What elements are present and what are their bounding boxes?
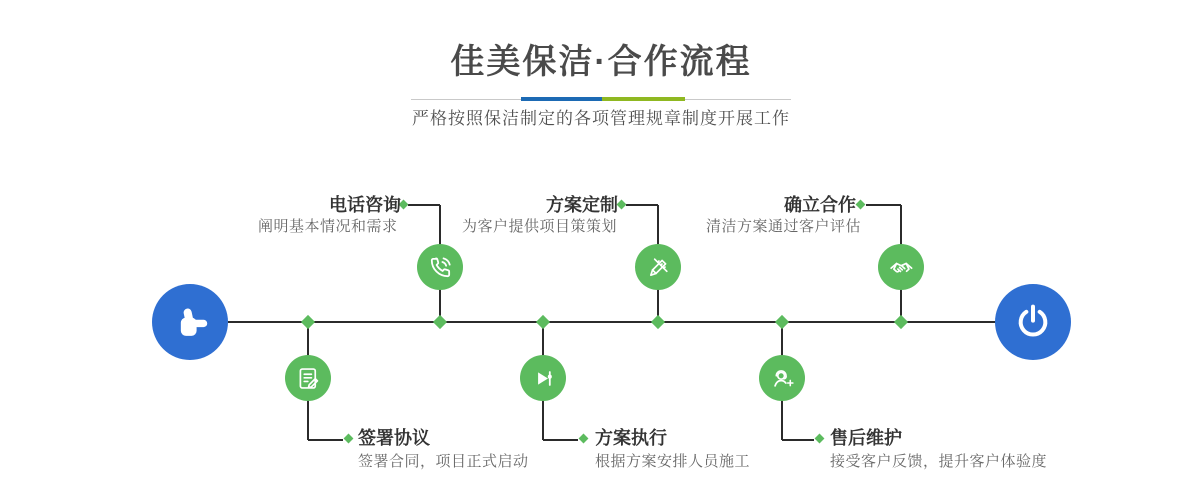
label-diamond	[344, 434, 354, 444]
timeline-diamond	[301, 315, 315, 329]
page-subtitle: 严格按照保洁制定的各项管理规章制度开展工作	[412, 109, 790, 128]
step-desc-execution: 根据方案安排人员施工	[595, 453, 751, 470]
header-divider-green-segment	[602, 97, 685, 101]
header-divider-blue-segment	[521, 97, 602, 101]
label-diamond	[579, 434, 589, 444]
timeline	[228, 321, 996, 323]
step-desc-contract: 签署合同，项目正式启动	[358, 453, 529, 470]
hand-pointer-icon	[168, 300, 212, 344]
timeline-diamond	[433, 315, 447, 329]
signed-contract-icon	[295, 365, 322, 392]
step-circle-design	[635, 244, 681, 290]
step-circle-aftersales	[759, 355, 805, 401]
handshake-icon	[888, 254, 915, 281]
pencil-ruler-icon	[645, 254, 672, 281]
step-title-phone: 电话咨询	[329, 195, 401, 215]
label-diamond	[856, 200, 866, 210]
step-desc-design: 为客户提供项目策策划	[462, 218, 618, 235]
step-title-cooperation: 确立合作	[784, 195, 856, 215]
end-circle	[995, 284, 1071, 360]
connector-top-2-arm	[626, 204, 658, 206]
connector-top-3-arm	[866, 204, 901, 206]
timeline-diamond	[775, 315, 789, 329]
timeline-diamond	[536, 315, 550, 329]
step-title-design: 方案定制	[546, 195, 618, 215]
label-diamond	[815, 434, 825, 444]
phone-call-icon	[427, 254, 454, 281]
page-title: 佳美保洁·合作流程	[450, 43, 752, 81]
connector-top-1-arm	[408, 204, 440, 206]
connector-bottom-1-arm	[308, 439, 343, 441]
connector-bottom-3-arm	[782, 439, 814, 441]
play-slider-icon	[530, 365, 557, 392]
timeline-diamond	[894, 315, 908, 329]
step-title-contract: 签署协议	[358, 428, 430, 448]
label-diamond	[617, 200, 627, 210]
timeline-diamond	[651, 315, 665, 329]
step-circle-cooperation	[878, 244, 924, 290]
step-circle-contract	[285, 355, 331, 401]
step-title-execution: 方案执行	[595, 428, 667, 448]
customer-service-plus-icon	[769, 365, 796, 392]
power-icon	[1013, 302, 1053, 342]
step-desc-aftersales: 接受客户反馈，提升客户体验度	[830, 453, 1048, 470]
step-circle-phone	[417, 244, 463, 290]
step-title-aftersales: 售后维护	[830, 428, 902, 448]
start-circle	[152, 284, 228, 360]
connector-bottom-2-arm	[543, 439, 578, 441]
step-circle-execution	[520, 355, 566, 401]
step-desc-phone: 阐明基本情况和需求	[258, 218, 398, 235]
step-desc-cooperation: 清洁方案通过客户评估	[706, 218, 862, 235]
